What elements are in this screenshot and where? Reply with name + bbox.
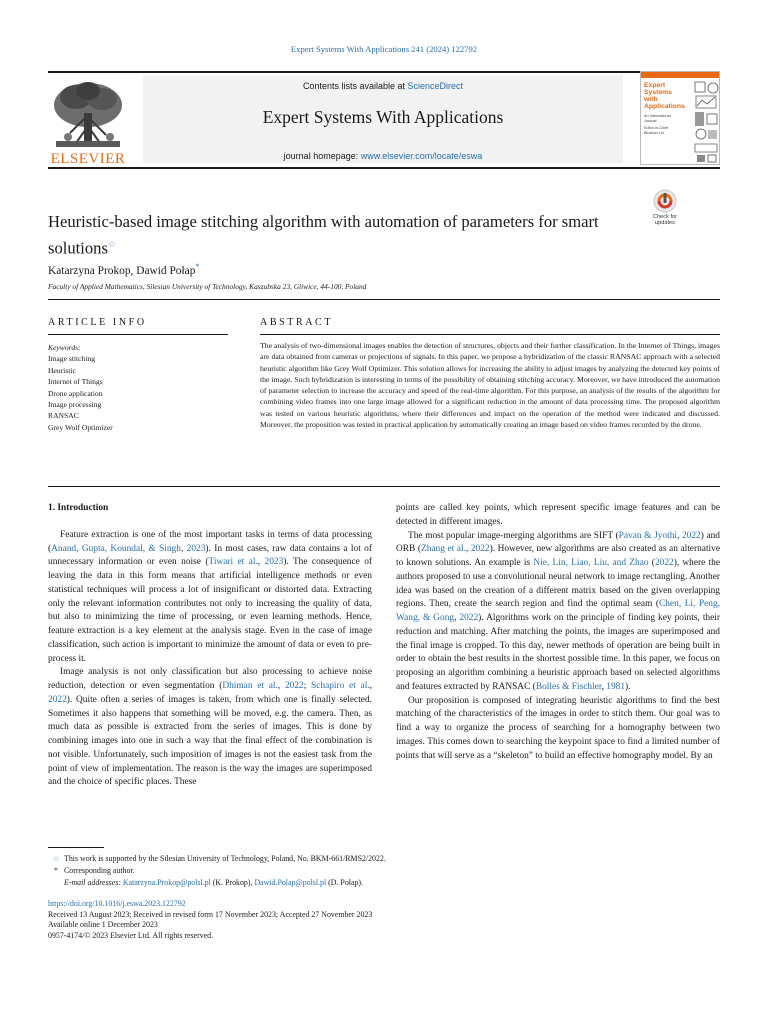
paragraph-text: ,: [601, 681, 607, 692]
citation-link[interactable]: Dhiman et al.: [222, 681, 278, 691]
paragraph-text: ,: [454, 613, 460, 623]
citation-link[interactable]: 2023: [264, 557, 284, 568]
paragraph-text: Feature extraction is one of the most important tasks in terms of data processing (: [48, 529, 372, 554]
corresponding-author-mark[interactable]: *: [195, 262, 200, 271]
keyword-item: Image stitching: [48, 354, 96, 364]
intro-paragraph-5: [396, 695, 720, 764]
paragraph-text: ,: [257, 557, 265, 568]
footnote-asterisk-mark: *: [54, 866, 58, 875]
paragraph-text: ), where the authors proposed to use a convolutional neural network to image rectangling. Another idea was based on the creation of a different matrix based on the given overlapping regions. Then, create the search region and find the optimal seam (: [396, 558, 720, 610]
cover-subtitle: [644, 114, 684, 135]
paragraph-text: (: [648, 558, 655, 568]
keyword-item: Image processing: [48, 400, 102, 410]
article-title-text: Heuristic-based image stitching algorithm with automation of parameters for smart solutions: [48, 212, 599, 258]
authors-text[interactable]: Katarzyna Prokop, Dawid Połap: [48, 264, 196, 277]
intro-paragraph-4: [396, 530, 720, 695]
citation-link[interactable]: Anand, Gupta, Koundal, & Singh: [51, 543, 181, 554]
intro-paragraph-2: [48, 666, 372, 790]
contents-line: [143, 81, 623, 91]
paragraph-text: ). Quite often a series of images is taken, from which one is finally selected. Sometimes it also happens that something will be moved, e.g. the camera. Then, as much data as possible is extracted from the series of images. This is done by combining images into one in such a way that the final effect of the combination is not visible. Unfortunately, such imposition of images is not the easiest task from the point of view of implementation. The reason is the way the images are superimposed and the choice of specific places. These: [48, 694, 372, 788]
affiliation: Faculty of Applied Mathematics, Silesian University of Technology, Kaszubska 23, Gliwice, 44-100, Poland: [48, 282, 367, 291]
masthead-center: [143, 75, 623, 163]
paragraph-text: ). In most cases, raw data contains a lot of unnecessary information or even noise (: [48, 543, 372, 568]
paragraph-text: ) and ORB (: [396, 530, 720, 555]
email-link-polap[interactable]: Dawid.Polap@polsl.pl: [254, 878, 327, 887]
footnote-emails: [48, 877, 720, 889]
footnote-star-mark: ☆: [52, 854, 60, 863]
citation-link[interactable]: 2022: [470, 544, 490, 555]
article-title: [48, 211, 638, 260]
paragraph-text: ). Algorithms work on the principle of finding key points, their reduction and matching. After matching the points, the images are superimposed and the final image is cropped. To this day, newer methods of operation are being built in order to obtain the best results in the shortest possible time. In this paper, we focus on proposing an algorithm combining a heuristic approach based on selected algorithms and features extracted by RANSAC (: [396, 613, 720, 692]
abstract-bottom-rule: [48, 486, 720, 487]
paragraph-text: ,: [277, 681, 285, 691]
paragraph-text: ). However, new algorithms are also created as an alternative to known solutions. An example is: [396, 544, 721, 568]
keyword-item: Drone application: [48, 388, 103, 398]
citation-link[interactable]: Pavan & Jyothi: [618, 530, 677, 541]
citation-link[interactable]: 2022: [459, 613, 479, 623]
copyright: 0957-4174/© 2023 Elsevier Ltd. All rights reserved.: [48, 930, 214, 940]
paragraph-text: Image analysis is not only classification but also processing to achieve noise reduction, detection or even segmentation (: [48, 667, 372, 691]
body-column-left: [48, 502, 372, 790]
citation-link[interactable]: Nie, Lin, Liao, Liu, and Zhao: [533, 558, 649, 568]
title-footnote-mark[interactable]: ☆: [107, 239, 117, 249]
sciencedirect-link[interactable]: ScienceDirect: [407, 81, 464, 91]
publication-info: [48, 899, 720, 941]
keyword-item: RANSAC: [48, 411, 79, 421]
citation-link[interactable]: 2023: [186, 543, 206, 554]
paragraph-text: ;: [303, 681, 312, 691]
footnote-corresponding: [48, 865, 720, 877]
masthead-bottom-rule: [48, 167, 720, 169]
citation-link[interactable]: Schapiro et al.: [311, 681, 370, 691]
cover-subtitle-line: Journal: [644, 118, 657, 123]
citation-link[interactable]: Tiwari et al.: [208, 557, 258, 568]
available-online: Available online 1 December 2023: [48, 920, 158, 930]
check-updates-line: updates: [655, 220, 675, 226]
citation-link[interactable]: 1981: [606, 681, 626, 692]
keywords-label: Keywords:: [48, 343, 81, 352]
paragraph-text: ,: [465, 544, 471, 555]
article-info-rule: [48, 334, 228, 335]
cover-title: [644, 82, 694, 110]
abstract-text: The analysis of two-dimensional images enables the detection of structures, objects and their further classification. In the Internet of Things, images are data obtained from cameras or projections of signals. In this paper, we propose a hybridization of the classic RANSAC approach with a selected heuristic algorithm like Grey Wolf Optimizer. This solution allows for increasing the ability to adjust images by analyzing the detected key points of the image. Such hybridization is interesting in terms of the possibility of obtaining stitching accuracy. Moreover, we have introduced the automation of parameter selection to increase the accuracy and speed of the real-time algorithm. For this purpose, an analysis of the results of the algorithm for combining video frames into one large image allowed for a significant reduction in the amount of data processing time. The proposed algorithm was tested on various heuristic algorithms, where their differences and impact on the operation of the method were indicated and discussed. Moreover, the proposition was tested in practical application by automatically creating an image based on video frames recorded by the drone.: [260, 341, 720, 430]
keyword-item: Grey Wolf Optimizer: [48, 422, 113, 432]
citation-link[interactable]: Bolles & Fischler: [535, 681, 602, 692]
body-column-right: [396, 502, 720, 763]
citation-link[interactable]: 2022: [654, 558, 674, 568]
check-for-updates-label[interactable]: [642, 214, 688, 226]
masthead-top-rule: [48, 71, 720, 73]
abstract-heading: ABSTRACT: [260, 317, 334, 328]
paragraph-text: ).: [625, 681, 631, 692]
paragraph-text: ,: [369, 681, 373, 691]
citation-link[interactable]: 2022: [284, 681, 304, 691]
cover-title-line: with: [644, 96, 658, 103]
article-info-heading: ARTICLE INFO: [48, 317, 147, 328]
footnote-corresponding-text: Corresponding author.: [64, 866, 135, 875]
email-owner-polap: (D. Połap).: [328, 878, 364, 887]
cover-small-line: Binshan Lin: [644, 130, 664, 135]
received-dates: Received 13 August 2023; Received in revised form 17 November 2023; Accepted 27 November 2023: [48, 909, 373, 919]
header-rule: [48, 299, 720, 300]
keywords-block: [48, 342, 228, 433]
paragraph-text: ). The consequence of leaving the data in this form means that artificial intelligence methods or even statistical techniques will process a lot of insignificant or distorted data. Extracting only the relevant information contributes not only to increasing the quality of data, but also to minimizing the time of processing, or even learning methods. Hence, feature extraction is a key element at the analysis stage. Even in the case of image classification, such action is important to minimize the amount of data or even to pre-process it.: [48, 557, 373, 664]
cover-title-line: Systems: [644, 89, 672, 96]
paragraph-text: ,: [180, 543, 187, 554]
intro-paragraph-1: [48, 529, 372, 667]
masthead: [48, 71, 720, 169]
footnote-funding-text: This work is supported by the Silesian University of Technology, Poland, No. BKM-661/RMS2/2022.: [64, 854, 386, 863]
introduction-heading: 1. Introduction: [48, 503, 109, 513]
email-link-prokop[interactable]: Katarzyna.Prokop@polsl.pl: [122, 878, 211, 887]
homepage-label: journal homepage:: [283, 151, 359, 161]
paragraph-text: The most popular image-merging algorithms are SIFT (: [408, 530, 619, 541]
journal-name: Expert Systems With Applications: [262, 107, 504, 127]
homepage-line: [143, 151, 623, 161]
paragraph-text: points are called key points, which represent specific image features and can be detected in different images.: [396, 503, 720, 527]
journal-cover-thumbnail[interactable]: [640, 71, 720, 165]
citation-link[interactable]: Chen, Li, Peng, Wang, & Gong: [396, 599, 720, 623]
footnote-rule: [48, 847, 104, 848]
intro-paragraph-3: [396, 502, 720, 530]
keyword-item: Internet of Things: [48, 377, 103, 387]
check-updates-line: Check for: [653, 214, 677, 220]
elsevier-wordmark: ELSEVIER: [50, 151, 126, 167]
cover-art-icon: [693, 80, 719, 164]
citation-link[interactable]: 2022: [48, 694, 67, 705]
paragraph-text: Our proposition is composed of integrating heuristic algorithms to find the best matching of the characteristics of the images in order to stitch them. Our goal was to find a way to organize the process of searching for a homography between two images. This comes down to searching the keypoint space to find a limited number of points that will serve as a “skeleton” to build an effective homography model. By an: [396, 695, 720, 761]
footnote-funding: [48, 853, 720, 865]
citation-link[interactable]: Zhang et al.: [420, 544, 466, 555]
contents-prefix: Contents lists available at: [302, 81, 405, 91]
citation-link[interactable]: 2022: [681, 530, 701, 541]
cover-title-line: Applications: [644, 103, 685, 110]
cover-title-line: Expert: [644, 82, 666, 89]
email-label: E-mail addresses:: [64, 878, 121, 887]
keyword-item: Heuristic: [48, 365, 76, 375]
cover-subtitle-line: An International: [644, 114, 671, 118]
email-owner-prokop: (K. Prokop),: [212, 878, 253, 887]
author-list: [48, 262, 199, 277]
cover-band: [641, 72, 719, 78]
paragraph-text: ,: [677, 530, 682, 541]
cover-small-line: Editor-in-Chief: [644, 126, 669, 130]
doi-link[interactable]: https://doi.org/10.1016/j.eswa.2023.122792: [48, 899, 186, 908]
journal-reference[interactable]: Expert Systems With Applications 241 (2024) 122792: [290, 44, 478, 54]
footnotes: [48, 853, 720, 889]
homepage-link[interactable]: www.elsevier.com/locate/eswa: [360, 151, 483, 161]
abstract-rule: [260, 334, 720, 335]
